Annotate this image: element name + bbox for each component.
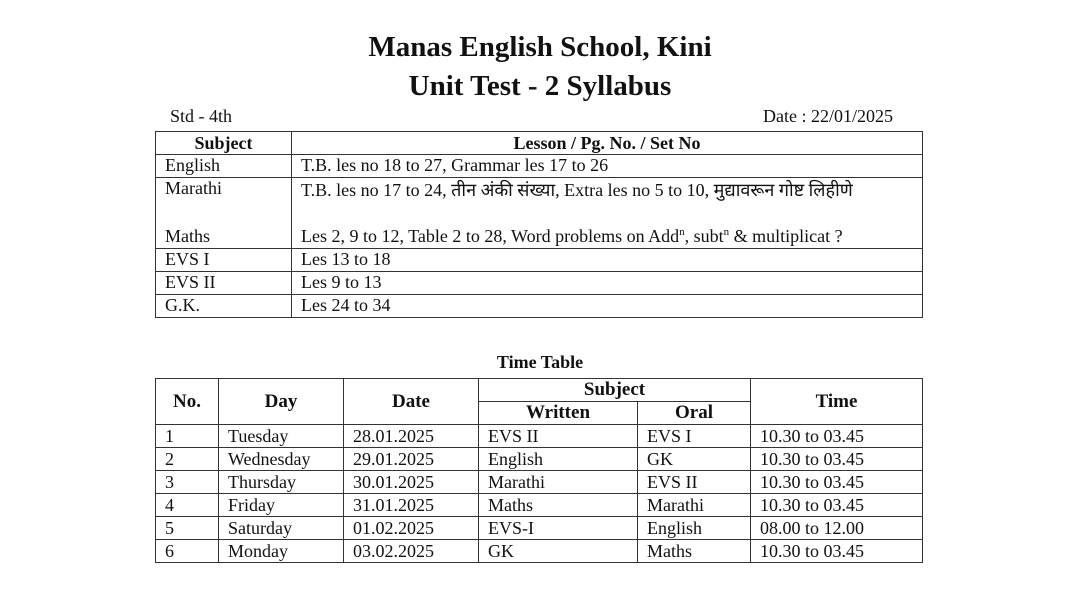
col-time: Time: [751, 379, 923, 425]
school-name: Manas English School, Kini: [368, 31, 712, 63]
syllabus-table: [155, 131, 923, 318]
no-cell: 3: [156, 471, 219, 494]
document-date: Date : 22/01/2025: [763, 106, 893, 126]
date-cell: 28.01.2025: [344, 425, 479, 448]
col-no: No.: [156, 379, 219, 425]
subject-cell: G.K.: [156, 295, 292, 318]
no-cell: 6: [156, 540, 219, 563]
subject-cell: EVS I: [156, 249, 292, 272]
date-cell: 30.01.2025: [344, 471, 479, 494]
table-row: [156, 425, 923, 448]
col-subject: Subject: [479, 379, 751, 402]
date-cell: 01.02.2025: [344, 517, 479, 540]
day-cell: Thursday: [219, 471, 344, 494]
timetable-title: Time Table: [496, 352, 584, 372]
syllabus-row-gk: [156, 295, 923, 318]
written-cell: English: [479, 448, 638, 471]
table-row: [156, 494, 923, 517]
lesson-cell: [292, 226, 923, 249]
table-row: [156, 448, 923, 471]
no-cell: 4: [156, 494, 219, 517]
oral-cell: EVS II: [638, 471, 751, 494]
date-cell: 29.01.2025: [344, 448, 479, 471]
lesson-cell: Les 13 to 18: [292, 249, 923, 272]
time-cell: 10.30 to 03.45: [751, 448, 923, 471]
lesson-cell: T.B. les no 18 to 27, Grammar les 17 to 26: [292, 155, 923, 178]
table-row: [156, 540, 923, 563]
lesson-text: & multiplicat ?: [729, 226, 843, 246]
written-cell: EVS II: [479, 425, 638, 448]
standard-label: Std - 4th: [170, 106, 233, 126]
col-day: Day: [219, 379, 344, 425]
oral-cell: English: [638, 517, 751, 540]
date-cell: 31.01.2025: [344, 494, 479, 517]
timetable-header-row: [156, 379, 923, 402]
oral-cell: Marathi: [638, 494, 751, 517]
superscript: n: [723, 226, 730, 238]
syllabus-row-english: [156, 155, 923, 178]
syllabus-row-evs1: [156, 249, 923, 272]
no-cell: 5: [156, 517, 219, 540]
time-cell: 10.30 to 03.45: [751, 540, 923, 563]
oral-cell: Maths: [638, 540, 751, 563]
syllabus-header-row: [156, 132, 923, 155]
col-written: Written: [479, 402, 638, 425]
subject-cell: Maths: [156, 226, 292, 249]
col-subject: Subject: [156, 132, 292, 155]
written-cell: EVS-I: [479, 517, 638, 540]
test-title: Unit Test - 2 Syllabus: [408, 70, 672, 102]
superscript: n: [679, 226, 685, 238]
subject-cell: English: [156, 155, 292, 178]
oral-cell: EVS I: [638, 425, 751, 448]
oral-cell: GK: [638, 448, 751, 471]
day-cell: Wednesday: [219, 448, 344, 471]
syllabus-row-evs2: [156, 272, 923, 295]
written-cell: GK: [479, 540, 638, 563]
col-oral: Oral: [638, 402, 751, 425]
no-cell: 1: [156, 425, 219, 448]
timetable-table: [155, 378, 923, 563]
day-cell: Friday: [219, 494, 344, 517]
lesson-cell: T.B. les no 17 to 24, तीन अंकी संख्या, Extra les no 5 to 10, मुद्यावरून गोष्ट लिहीणे: [292, 178, 923, 227]
subject-cell: EVS II: [156, 272, 292, 295]
lesson-cell: Les 24 to 34: [292, 295, 923, 318]
time-cell: 10.30 to 03.45: [751, 425, 923, 448]
syllabus-row-maths: [156, 226, 923, 249]
table-row: [156, 517, 923, 540]
date-cell: 03.02.2025: [344, 540, 479, 563]
col-lesson: Lesson / Pg. No. / Set No: [292, 132, 923, 155]
day-cell: Saturday: [219, 517, 344, 540]
written-cell: Marathi: [479, 471, 638, 494]
subject-cell: Marathi: [156, 178, 292, 227]
time-cell: 10.30 to 03.45: [751, 471, 923, 494]
day-cell: Monday: [219, 540, 344, 563]
col-date: Date: [344, 379, 479, 425]
lesson-text: , subt: [684, 226, 724, 246]
written-cell: Maths: [479, 494, 638, 517]
table-row: [156, 471, 923, 494]
day-cell: Tuesday: [219, 425, 344, 448]
time-cell: 08.00 to 12.00: [751, 517, 923, 540]
syllabus-row-marathi: [156, 178, 923, 227]
lesson-cell: Les 9 to 13: [292, 272, 923, 295]
time-cell: 10.30 to 03.45: [751, 494, 923, 517]
lesson-text: Les 2, 9 to 12, Table 2 to 28, Word problems on Add: [301, 226, 680, 246]
no-cell: 2: [156, 448, 219, 471]
